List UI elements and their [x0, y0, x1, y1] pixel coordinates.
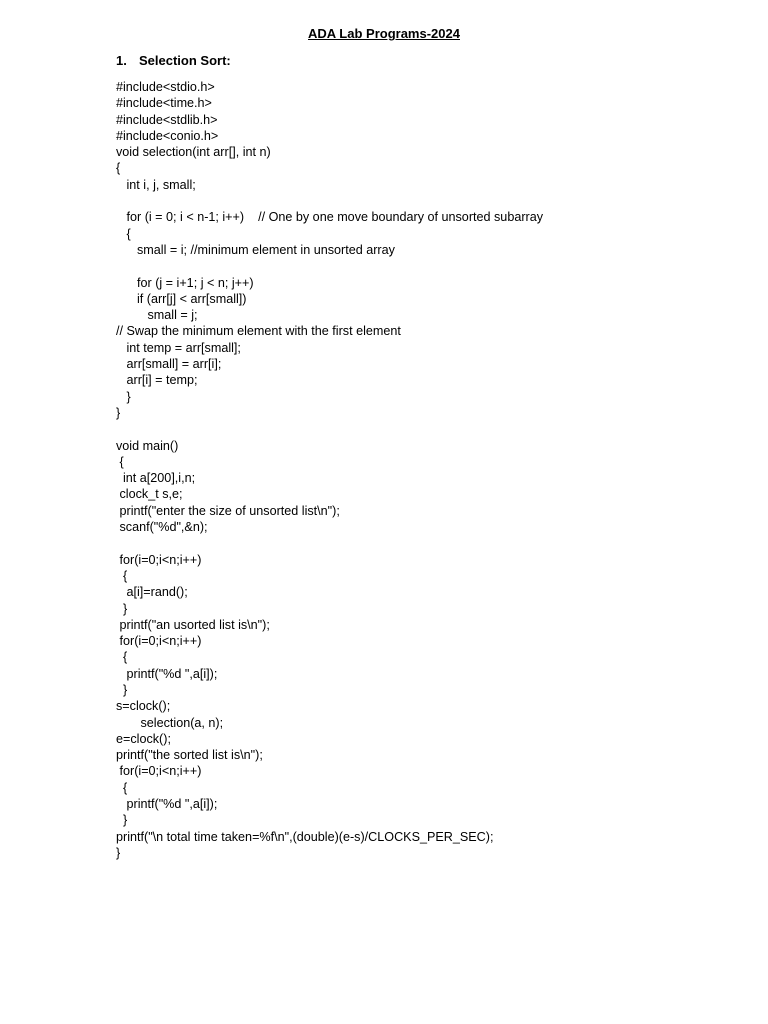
document-title: ADA Lab Programs-2024: [308, 26, 460, 41]
code-line: int a[200],i,n;: [116, 471, 196, 486]
code-line: for(i=0;i<n;i++): [116, 764, 202, 779]
code-line: {: [116, 161, 121, 176]
code-line: }: [116, 389, 131, 404]
code-line: #include<conio.h>: [116, 128, 219, 143]
code-line: clock_t s,e;: [116, 487, 183, 502]
code-line: // Swap the minimum element with the first element: [116, 324, 401, 339]
code-line: }: [116, 682, 128, 697]
code-line: for (j = i+1; j < n; j++): [116, 275, 254, 290]
code-line: void selection(int arr[], int n): [116, 145, 271, 160]
code-line: void main(): [116, 438, 179, 453]
code-line: {: [116, 780, 128, 795]
code-line: {: [116, 226, 131, 241]
code-line: int temp = arr[small];: [116, 340, 241, 355]
code-line: selection(a, n);: [116, 715, 224, 730]
code-line: {: [116, 454, 124, 469]
code-line: for(i=0;i<n;i++): [116, 634, 202, 649]
code-line: }: [116, 813, 128, 828]
code-line: for (i = 0; i < n-1; i++) // One by one move boundary of unsorted subarray: [116, 210, 544, 225]
code-line: [116, 258, 543, 274]
code-line: printf("an usorted list is\n");: [116, 617, 270, 632]
code-line: printf("\n total time taken=%f\n",(double)(e-s)/CLOCKS_PER_SEC);: [116, 829, 494, 844]
code-line: small = j;: [116, 308, 198, 323]
section-heading: [116, 53, 231, 69]
code-line: small = i; //minimum element in unsorted array: [116, 242, 395, 257]
code-line: if (arr[j] < arr[small]): [116, 291, 247, 306]
code-line: {: [116, 568, 128, 583]
code-block: [116, 79, 543, 861]
section-title: Selection Sort:: [139, 53, 231, 68]
code-line: e=clock();: [116, 731, 171, 746]
code-line: printf("%d ",a[i]);: [116, 666, 218, 681]
code-line: printf("enter the size of unsorted list\n");: [116, 503, 340, 518]
code-line: printf("the sorted list is\n");: [116, 748, 263, 763]
code-line: int i, j, small;: [116, 177, 196, 192]
code-line: #include<stdio.h>: [116, 80, 215, 94]
code-line: }: [116, 405, 121, 420]
code-line: arr[small] = arr[i];: [116, 357, 222, 372]
code-line: #include<stdlib.h>: [116, 112, 218, 127]
code-line: }: [116, 845, 121, 860]
code-line: a[i]=rand();: [116, 585, 188, 600]
section-number: 1.: [116, 53, 127, 68]
code-line: s=clock();: [116, 699, 171, 714]
code-line: printf("%d ",a[i]);: [116, 797, 218, 812]
code-line: [116, 535, 543, 551]
code-line: #include<time.h>: [116, 96, 212, 111]
code-line: [116, 421, 543, 437]
code-line: for(i=0;i<n;i++): [116, 552, 202, 567]
code-line: [116, 193, 543, 209]
code-line: scanf("%d",&n);: [116, 520, 208, 535]
code-line: }: [116, 601, 128, 616]
code-line: arr[i] = temp;: [116, 373, 198, 388]
code-line: {: [116, 650, 128, 665]
